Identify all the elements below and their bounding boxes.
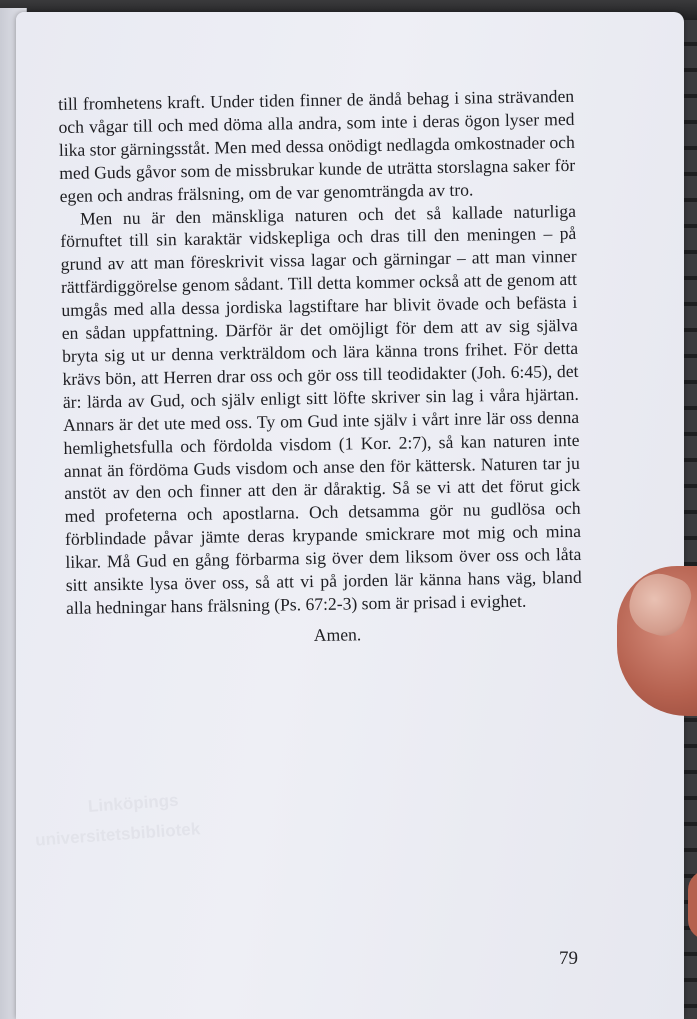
library-stamp	[32, 784, 201, 855]
paragraph-1: till fromhetens kraft. Under tiden finner de ändå behag i sina strävanden och vågar till och med döma alla andra, som inte i deras ögon lyser med lika stor gärningsståt. Men med dessa onödigt nedlagda omkostnader och med Guds gåvor som de missbrukar kunde de uträtta storslagna saker för egen och andras frälsning, om de var genomträngda av tro.	[58, 85, 576, 206]
paragraph-2: Men nu är den mänskliga naturen och det så kallade naturliga förnuftet till sin karaktär vidskepliga och dras till den meningen – på grund av att man föreskrivit vissa lagar och gärningar – att man vinner rättfärdiggörelse genom sådant. Till detta kommer också att de genom att umgås med alla dessa jordiska lagstiftare har blivit övade och befästa i en sådan uppfattning. Därför är det omöjligt för dem att av sig själva bryta sig ut ur denna verkträldom och lära känna trons frihet. För detta krävs bön, att Herren drar oss och gör oss till teodidakter (Joh. 6:45), det är: lärda av Gud, och själv enligt sitt löfte skriver sin lag i våra hjärtan. Annars är det ute med oss. Ty om Gud inte själv i vårt inre lär oss denna hemlighetsfulla och fördolda visdom (1 Kor. 2:7), så kan naturen inte annat än fördöma Guds visdom och anse den för kättersk. Naturen tar ju anstöt av den och finner att den är dåraktig. Så se vi att det förut gick med profeterna och apostlarna. Och detsamma gör nu gudlösa och förblindade påvar jämte deras krypande smickrare mot mig och mina likar. Må Gud en gång förbarma sig över dem liksom över oss och låta sitt ansikte lysa över oss, så att vi på jorden lär känna hans väg, bland alla hedningar hans frälsning (Ps. 67:2-3) som är prisad i evighet.	[60, 200, 582, 618]
page-number: 79	[559, 948, 578, 969]
closing-amen: Amen.	[313, 624, 362, 645]
stamp-line-1: Linköpings	[87, 790, 180, 816]
stamp-line-2: universitetsbibliotek	[34, 819, 201, 850]
body-text	[58, 85, 583, 651]
